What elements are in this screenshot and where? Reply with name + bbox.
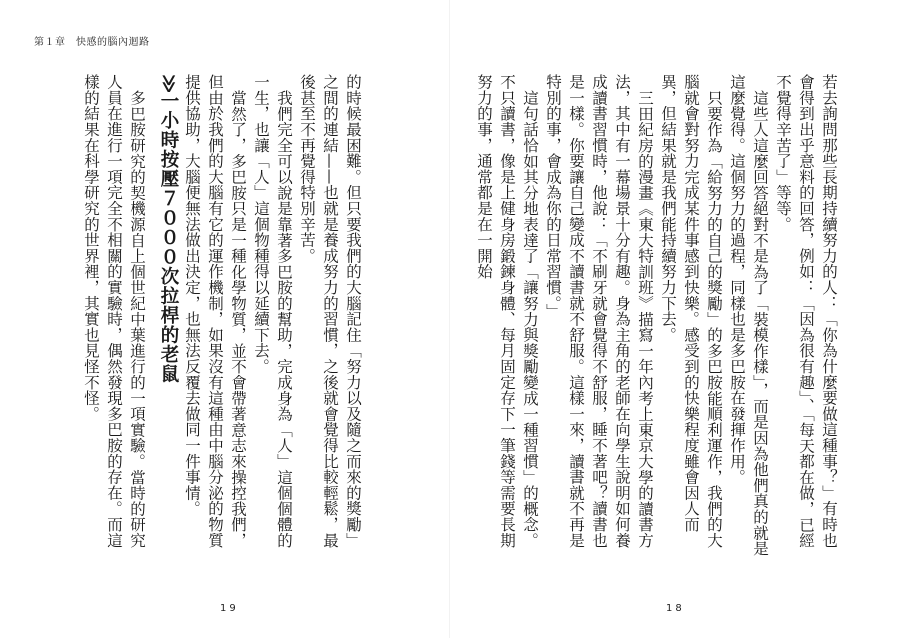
left-page-body bbox=[56, 74, 364, 560]
paragraph: 我們完全可以說是靠著多巴胺的幫助，完成身為「人」這個個體的一生，也讓「人」這個物種得以延續下去。 bbox=[252, 74, 293, 548]
paragraph: 若去詢問那些長期持續努力的人：「你為什麼要做這種事？」有時也會得到出乎意料的回答，例如：「因為很有趣」、「每天都在做，已經不覺得辛苦了」等等。 bbox=[774, 74, 838, 549]
paragraph: 這些人這麼回答絕對不是為了「裝模作樣」，而是因為他們真的就是這麼覺得。這個努力的過程，同樣也是多巴胺在發揮作用。 bbox=[728, 74, 769, 556]
page-number-left: 19 bbox=[220, 603, 239, 614]
gutter-divider bbox=[449, 0, 450, 638]
paragraph: 多巴胺研究的契機源自上個世紀中葉進行的一項實驗。當時的研究人員在進行一項完全不相關的實驗時，偶然發現多巴胺的存在。而這樣的結果在科學研究的世界裡，其實也見怪不怪。 bbox=[82, 74, 146, 548]
section-heading-text: 一小時按壓７０００次拉桿的老鼠 bbox=[158, 91, 179, 384]
paragraph: 只要作為「給努力的自己的獎勵」的多巴胺能順利運作，我們的大腦就會對努力完成某件事感到快樂。感受到的快樂程度雖會因人而異，但結果就是我們能持續努力下去。 bbox=[659, 74, 723, 548]
page-number-right: 18 bbox=[666, 603, 685, 614]
paragraph: 三田紀房的漫畫《東大特訓班》描寫一年內考上東京大學的讀書方法，其中有一幕場景十分有趣。身為主角的老師在向學生說明如何養成讀書習慣時，他說：「不刷牙就會覺得不舒服，睡不著吧？讀書也是一樣。你要讓自己變成不讀書就不舒服。這樣一來，讀書就不再是特別的事，會成為你的日常習慣。」 bbox=[544, 74, 654, 548]
paragraph: 當然了，多巴胺只是一種化學物質，並不會帶著意志來操控我們，但由於我們的大腦有它的運作機制，如果沒有這種由中腦分泌的物質提供協助，大腦便無法做出決定，也無法反覆去做同一件事情。 bbox=[183, 74, 247, 548]
section-heading bbox=[156, 74, 180, 560]
paragraph: 這句話恰如其分地表達了「讓努力與獎勵變成一種習慣」的概念。不只讀書，像是上健身房鍛鍊身體、每月固定存下一筆錢等需要長期努力的事，通常都是在一開始 bbox=[475, 74, 539, 548]
running-head: 第１章 快感的腦內迴路 bbox=[34, 37, 150, 48]
right-page-body bbox=[468, 74, 840, 560]
chevron-marker-icon: ≫ bbox=[158, 74, 179, 92]
paragraph: 的時候最困難。但只要我們的大腦記住「努力以及隨之而來的獎勵」之間的連結——也就是養成努力的習慣，之後就會覺得比較輕鬆，最後甚至不再覺得特別辛苦。 bbox=[298, 74, 362, 548]
